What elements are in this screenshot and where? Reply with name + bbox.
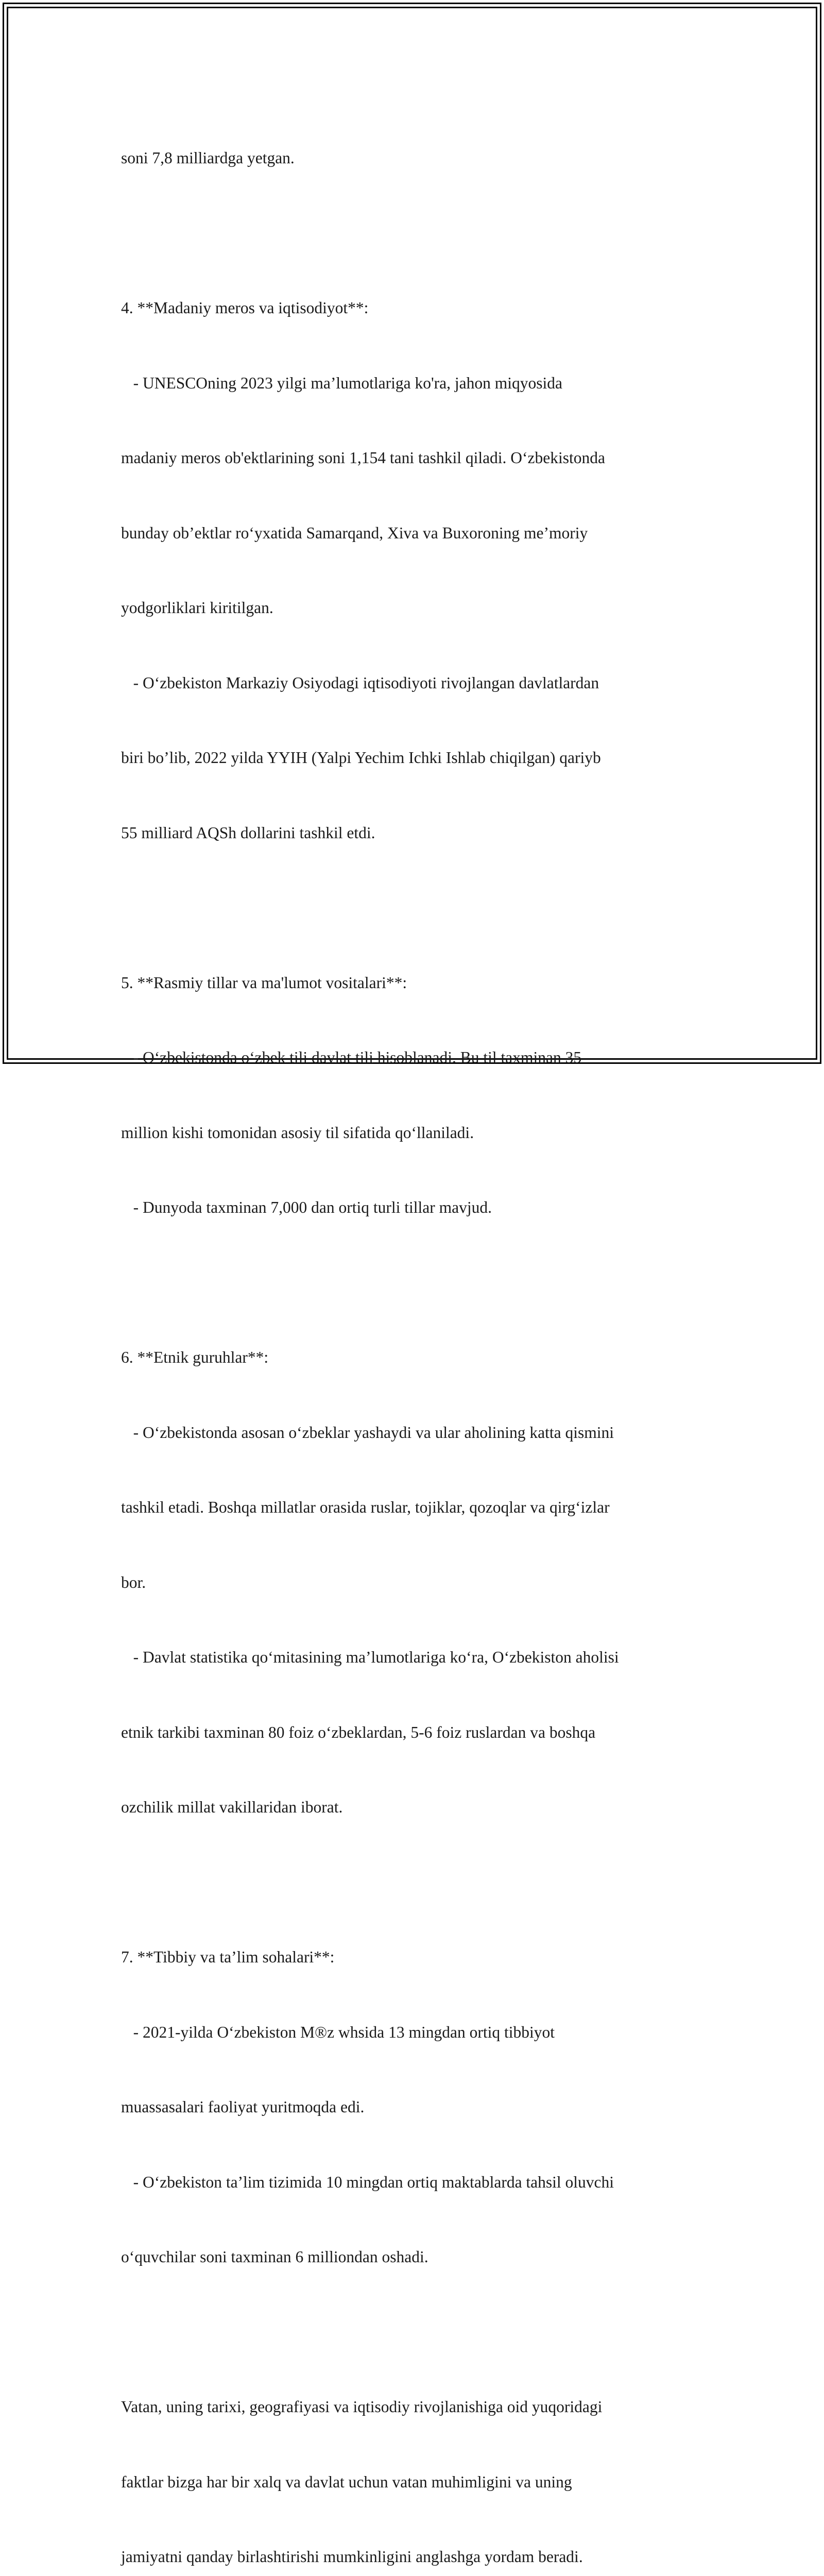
section-heading: 5. **Rasmiy tillar va ma'lumot vositalari**: — [121, 973, 407, 992]
text-line: soni 7,8 milliardga yetgan. — [121, 149, 295, 167]
conclusion-line: jamiyatni qanday birlashtirishi mumkinligini anglashga yordam beradi. — [121, 2548, 583, 2566]
section-heading: 6. **Etnik guruhlar**: — [121, 1348, 269, 1366]
text-line: etnik tarkibi taxminan 80 foiz o‘zbeklardan, 5-6 foiz ruslardan va boshqa — [121, 1723, 596, 1741]
blank-line — [121, 221, 729, 246]
text-line: million kishi tomonidan asosiy til sifatida qo‘llaniladi. — [121, 1123, 474, 1142]
blank-line — [121, 2320, 729, 2345]
text-line: - Dunyoda taxminan 7,000 dan ortiq turli tillar mavjud. — [121, 1198, 492, 1216]
text-line: - O‘zbekiston ta’lim tizimida 10 mingdan ortiq maktablarda tahsil oluvchi — [121, 2173, 614, 2191]
text-line: tashkil etadi. Boshqa millatlar orasida ruslar, tojiklar, qozoqlar va qirg‘izlar — [121, 1498, 610, 1516]
text-line: - O‘zbekistonda o‘zbek tili davlat tili hisoblanadi. Bu til taxminan 35 — [121, 1048, 582, 1066]
blank-line — [121, 1870, 729, 1895]
conclusion-line: faktlar bizga har bir xalq va davlat uchun vatan muhimligini va uning — [121, 2472, 572, 2491]
text-line: muassasalari faoliyat yuritmoqda edi. — [121, 2098, 365, 2116]
text-line: 55 milliard AQSh dollarini tashkil etdi. — [121, 823, 375, 842]
text-line: o‘quvchilar soni taxminan 6 milliondan oshadi. — [121, 2248, 428, 2266]
text-line: bor. — [121, 1573, 146, 1591]
text-line: ozchilik millat vakillaridan iborat. — [121, 1798, 343, 1816]
text-line: - 2021-yilda O‘zbekiston M®z whsida 13 mingdan ortiq tibbiyot — [121, 2023, 555, 2041]
text-line: - O‘zbekiston Markaziy Osiyodagi iqtisodiyoti rivojlangan davlatlardan — [121, 673, 599, 692]
text-line: - O‘zbekistonda asosan o‘zbeklar yashaydi va ular aholining katta qismini — [121, 1423, 614, 1442]
section-heading: 4. **Madaniy meros va iqtisodiyot**: — [121, 299, 369, 317]
text-line: biri bo’lib, 2022 yilda YYIH (Yalpi Yechim Ichki Ishlab chiqilgan) qariyb — [121, 749, 601, 767]
conclusion-line: Vatan, uning tarixi, geografiyasi va iqtisodiy rivojlanishiga oid yuqoridagi — [121, 2398, 603, 2416]
text-line: bunday ob’ektlar ro‘yxatida Samarqand, Xiva va Buxoroning me’moriy — [121, 523, 588, 542]
text-line: - UNESCOning 2023 yilgi ma’lumotlariga ko'ra, jahon miqyosida — [121, 374, 562, 392]
document-body — [121, 96, 729, 2576]
blank-line — [121, 1270, 729, 1296]
text-line: madaniy meros ob'ektlarining soni 1,154 tani tashkil qiladi. O‘zbekistonda — [121, 449, 606, 467]
blank-line — [121, 895, 729, 921]
section-heading: 7. **Tibbiy va ta’lim sohalari**: — [121, 1948, 335, 1966]
text-line: - Davlat statistika qo‘mitasining ma’lumotlariga ko‘ra, O‘zbekiston aholisi — [121, 1648, 619, 1666]
text-line: yodgorliklari kiritilgan. — [121, 599, 273, 617]
